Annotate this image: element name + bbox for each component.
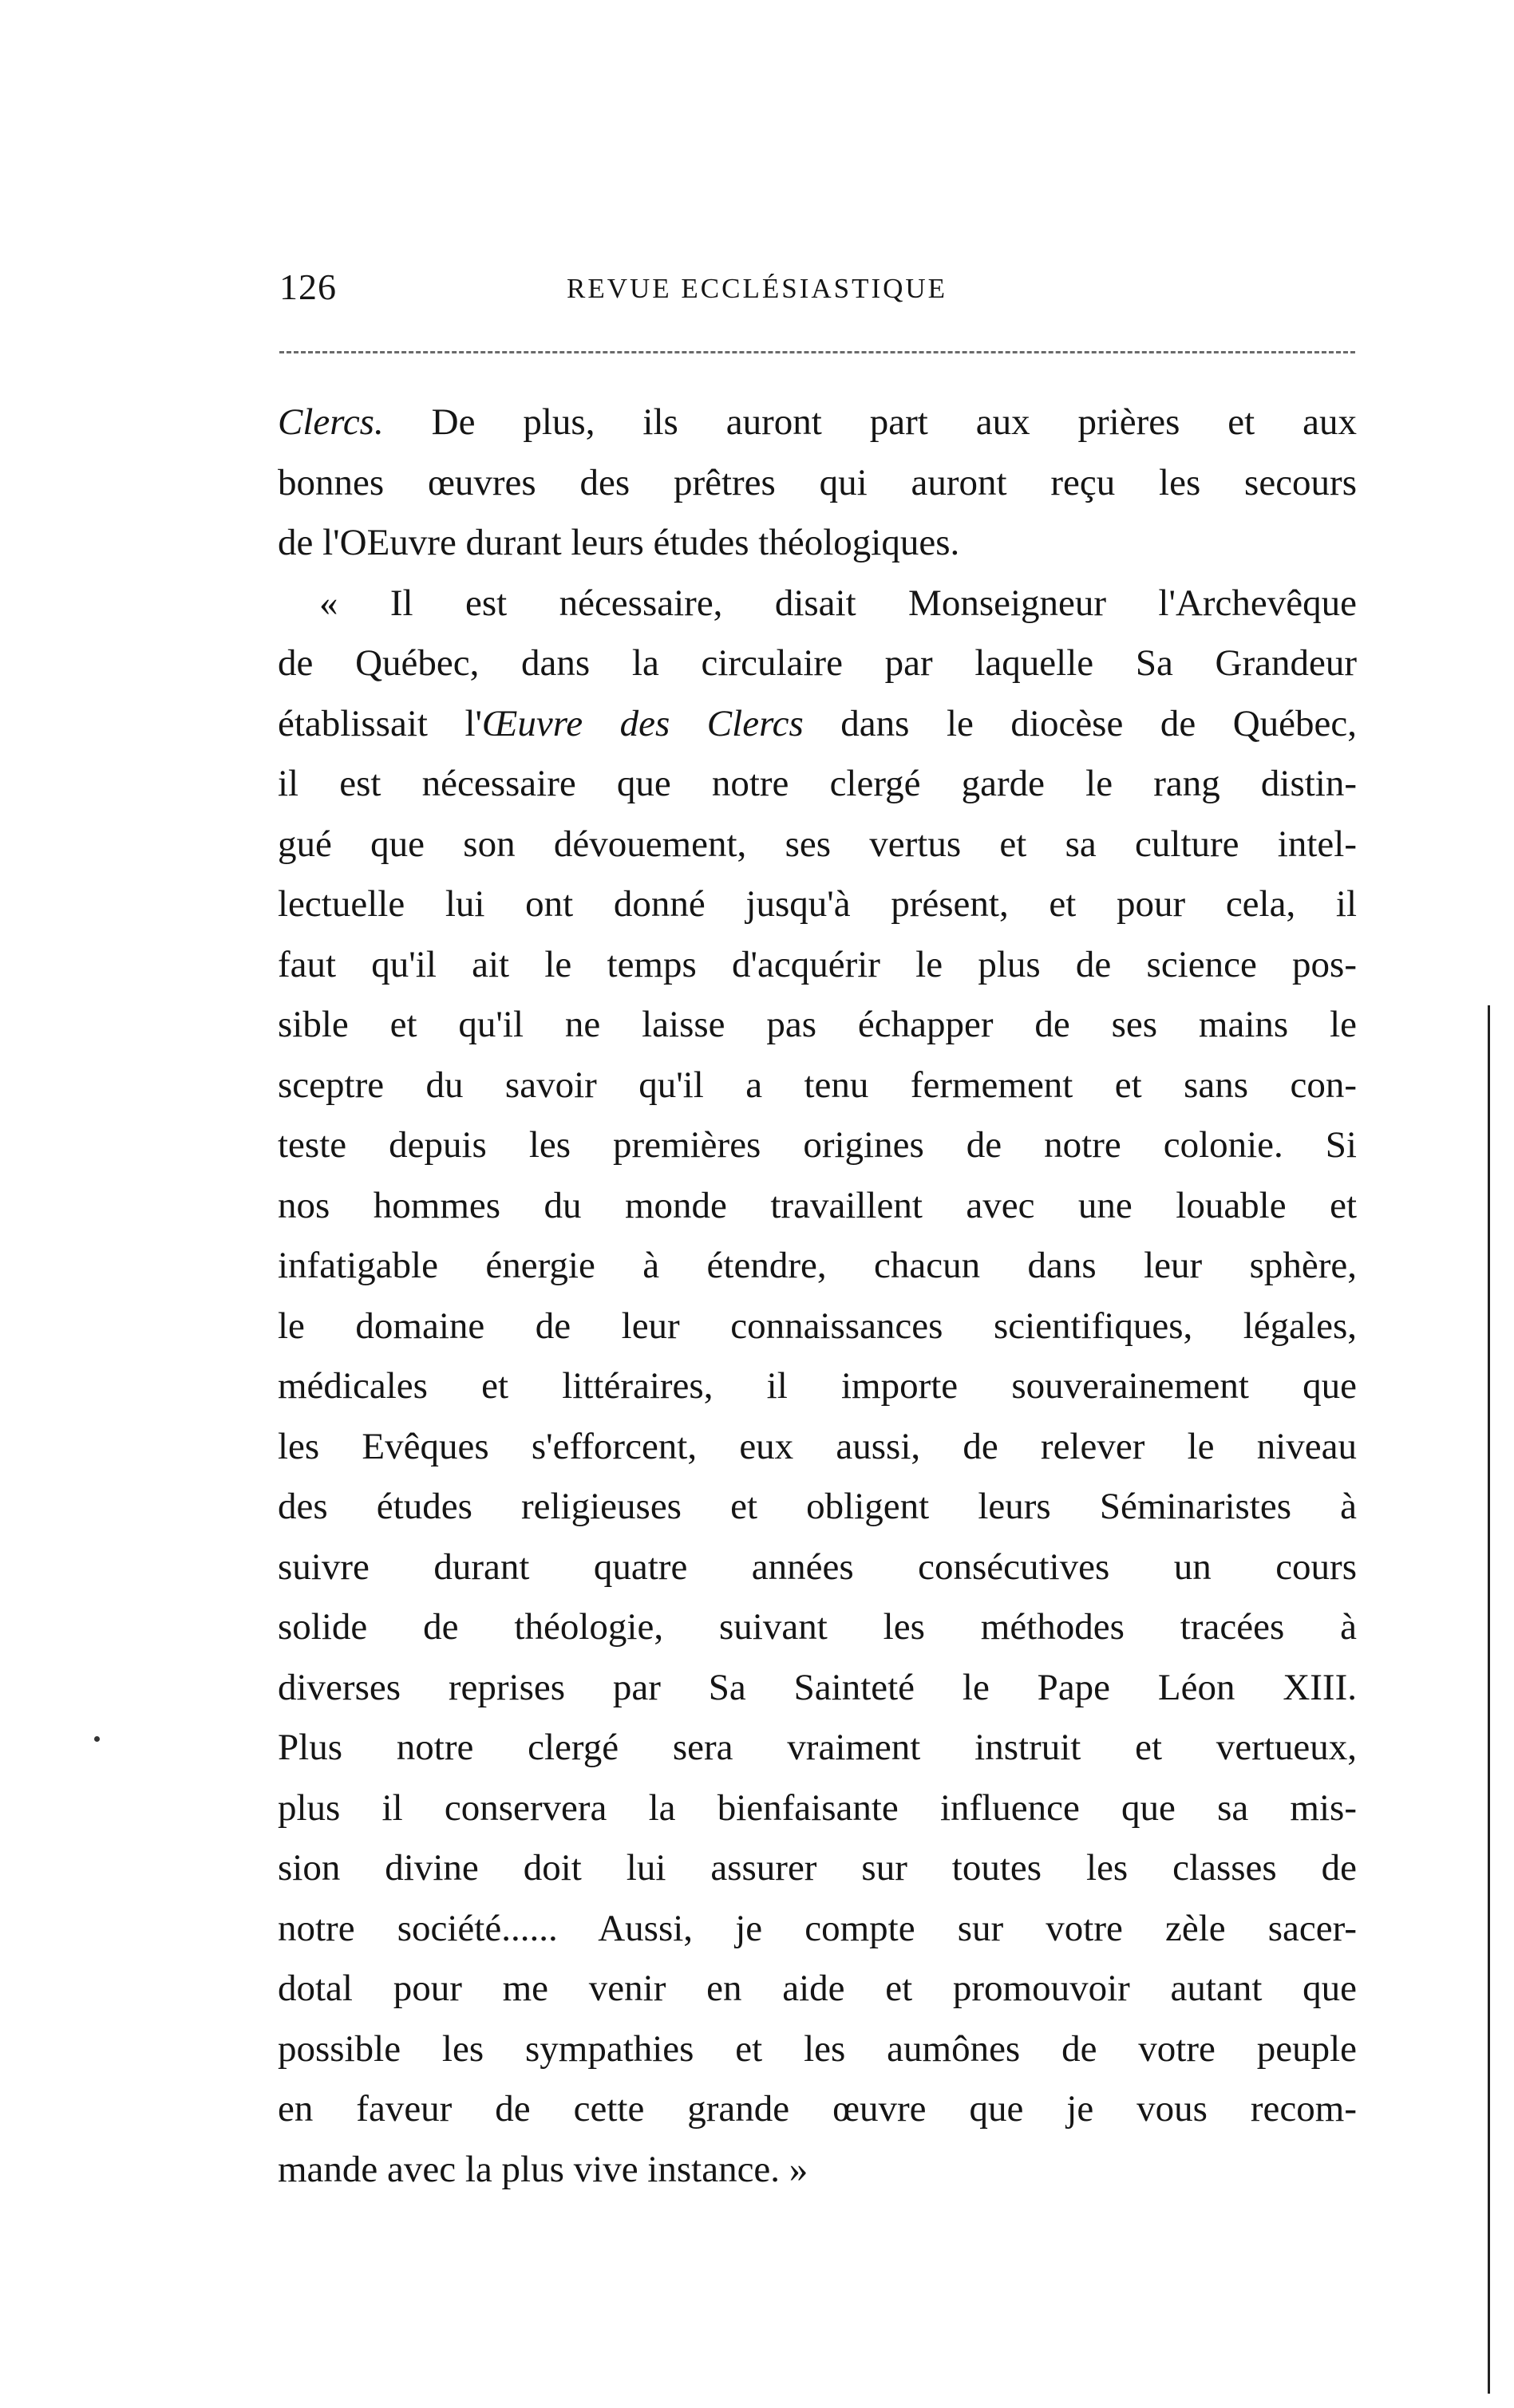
text-segment: des études religieuses et obligent leurs Séminaristes à bbox=[278, 1486, 1357, 1527]
text-segment: De plus, ils auront part aux prières et aux bbox=[383, 401, 1357, 443]
text-segment: notre société...... Aussi, je compte sur votre zèle sacer- bbox=[278, 1907, 1357, 1949]
text-line bbox=[278, 1297, 1357, 1357]
text-segment: médicales et littéraires, il importe souverainement que bbox=[278, 1365, 1357, 1407]
text-line bbox=[278, 2019, 1357, 2080]
running-title: REVUE ECCLÉSIASTIQUE bbox=[567, 273, 948, 304]
text-line bbox=[278, 393, 1357, 453]
text-segment: en faveur de cette grande œuvre que je vous recom- bbox=[278, 2088, 1357, 2130]
text-segment: sceptre du savoir qu'il a tenu fermement et sans con- bbox=[278, 1064, 1357, 1106]
text-line bbox=[278, 2079, 1357, 2140]
text-segment: diverses reprises par Sa Sainteté le Pape Léon XIII. bbox=[278, 1666, 1357, 1708]
text-line bbox=[278, 1718, 1357, 1778]
text-line bbox=[278, 754, 1357, 815]
text-line bbox=[278, 634, 1357, 694]
text-segment: Plus notre clergé sera vraiment instruit et vertueux, bbox=[278, 1727, 1357, 1768]
text-segment: de Québec, dans la circulaire par laquelle Sa Grandeur bbox=[278, 642, 1357, 684]
text-line bbox=[278, 1538, 1357, 1598]
page-header bbox=[279, 263, 1357, 311]
text-segment: « Il est nécessaire, disait Monseigneur l'Archevêque bbox=[319, 582, 1357, 624]
text-line bbox=[278, 1115, 1357, 1176]
text-line bbox=[278, 995, 1357, 1056]
text-line bbox=[278, 1356, 1357, 1417]
text-segment: établissait l' bbox=[278, 702, 482, 744]
italic-text: Clercs. bbox=[278, 401, 384, 443]
text-line bbox=[278, 1056, 1357, 1116]
text-line bbox=[278, 513, 1357, 574]
text-line bbox=[278, 694, 1357, 755]
text-segment: le domaine de leur connaissances scientifiques, légales, bbox=[278, 1305, 1357, 1347]
text-segment: sion divine doit lui assurer sur toutes les classes de bbox=[278, 1847, 1357, 1889]
text-line bbox=[278, 815, 1357, 875]
text-segment: faut qu'il ait le temps d'acquérir le plus de science pos- bbox=[278, 943, 1357, 985]
text-line bbox=[278, 1778, 1357, 1839]
text-segment: de l'OEuvre durant leurs études théologiques. bbox=[278, 522, 960, 563]
text-segment: teste depuis les premières origines de notre colonie. Si bbox=[278, 1124, 1357, 1166]
text-line bbox=[278, 1176, 1357, 1237]
text-segment: dotal pour me venir en aide et promouvoir autant que bbox=[278, 1968, 1357, 2009]
text-line bbox=[278, 1477, 1357, 1538]
text-segment: gué que son dévouement, ses vertus et sa culture intel- bbox=[278, 823, 1357, 865]
text-segment: solide de théologie, suivant les méthodes tracées à bbox=[278, 1606, 1357, 1648]
scan-margin-line bbox=[1488, 1005, 1490, 2394]
text-segment: les Evêques s'efforcent, eux aussi, de relever le niveau bbox=[278, 1425, 1357, 1467]
text-segment: plus il conservera la bienfaisante influence que sa mis- bbox=[278, 1786, 1357, 1829]
text-segment: sible et qu'il ne laisse pas échapper de ses mains le bbox=[278, 1004, 1357, 1045]
text-segment: suivre durant quatre années consécutives un cours bbox=[278, 1545, 1357, 1588]
text-segment: infatigable énergie à étendre, chacun dans leur sphère, bbox=[278, 1245, 1357, 1286]
page-number: 126 bbox=[279, 266, 337, 307]
italic-text: Œuvre des Clercs bbox=[482, 702, 804, 744]
text-segment: nos hommes du monde travaillent avec une louable et bbox=[278, 1184, 1357, 1226]
text-line bbox=[278, 1838, 1357, 1899]
text-segment: bonnes œuvres des prêtres qui auront reçu les secours bbox=[278, 461, 1357, 503]
text-segment: mande avec la plus vive instance. » bbox=[278, 2148, 808, 2190]
text-line bbox=[278, 453, 1357, 514]
text-line bbox=[278, 1236, 1357, 1297]
scan-speck bbox=[94, 1736, 100, 1742]
text-line bbox=[278, 1658, 1357, 1719]
header-rule bbox=[279, 351, 1355, 353]
text-line bbox=[278, 574, 1357, 634]
text-segment: il est nécessaire que notre clergé garde le rang distin- bbox=[278, 763, 1357, 804]
text-line bbox=[278, 1597, 1357, 1658]
text-line bbox=[278, 874, 1357, 935]
text-segment: possible les sympathies et les aumônes de votre peuple bbox=[278, 2027, 1357, 2070]
text-segment: dans le diocèse de Québec, bbox=[803, 702, 1357, 744]
text-line bbox=[278, 1417, 1357, 1478]
body-text bbox=[278, 393, 1357, 2200]
text-line bbox=[278, 1959, 1357, 2019]
text-segment: lectuelle lui ont donné jusqu'à présent, et pour cela, il bbox=[278, 883, 1357, 925]
text-line bbox=[278, 1899, 1357, 1960]
text-line bbox=[278, 2140, 1357, 2201]
text-line bbox=[278, 935, 1357, 996]
